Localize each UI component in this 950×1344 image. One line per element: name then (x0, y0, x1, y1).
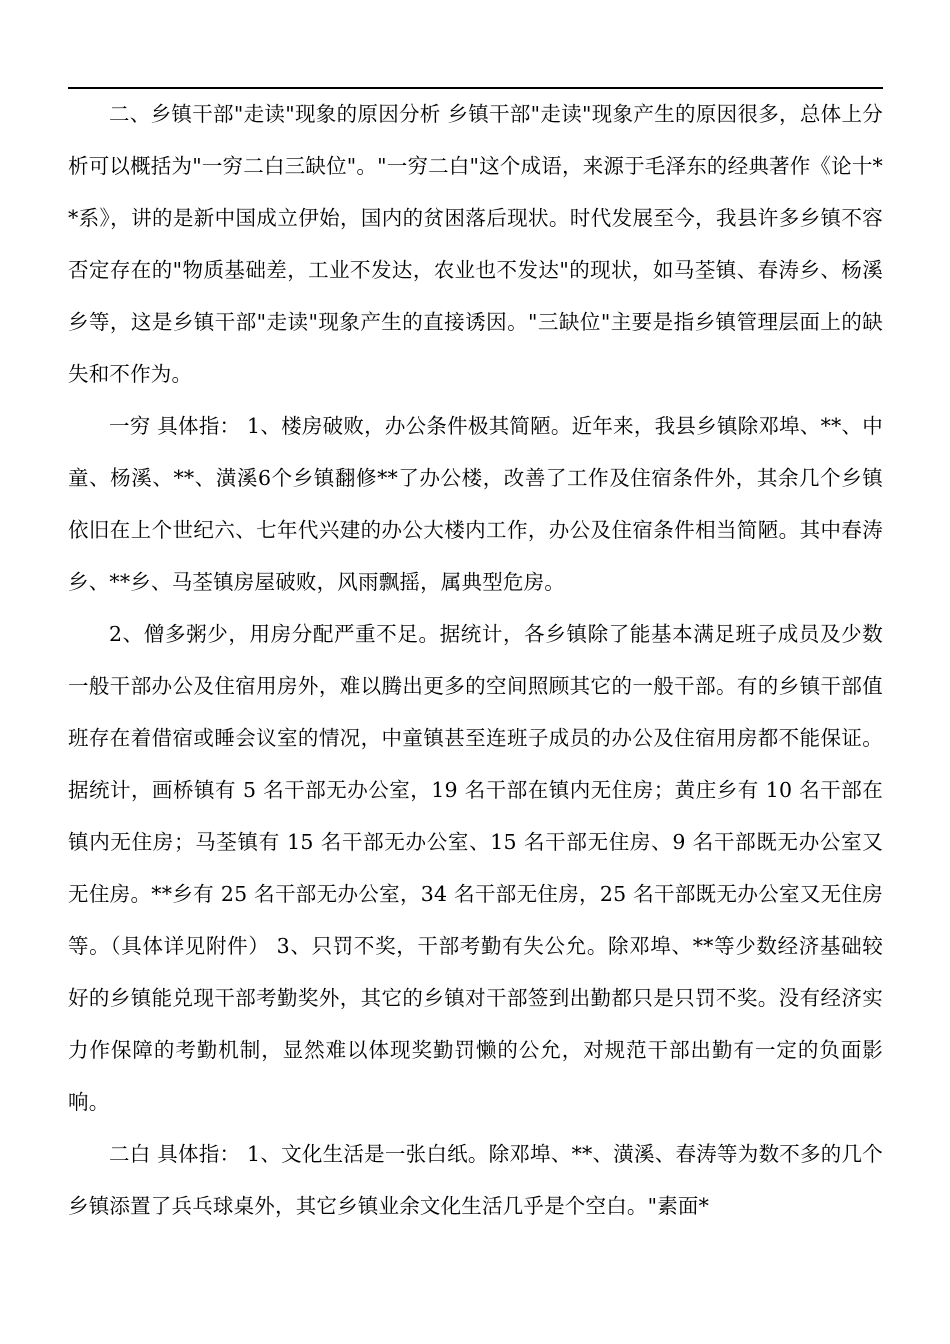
paragraph-cause-analysis: 二、乡镇干部"走读"现象的原因分析 乡镇干部"走读"现象产生的原因很多，总体上分析可以概括为"一穷二白三缺位"。"一穷二白"这个成语，来源于毛泽东的经典著作《论十**系》，讲的是新中国成立伊始，国内的贫困落后现状。时代发展至今，我县许多乡镇不容否定存在的"物质基础差，工业不发达，农业也不发达"的现状，如马荃镇、春涛乡、杨溪乡等，这是乡镇干部"走读"现象产生的直接诱因。"三缺位"主要是指乡镇管理层面上的缺失和不作为。 (68, 102, 883, 386)
paragraph-housing-shortage: 2、僧多粥少，用房分配严重不足。据统计，各乡镇除了能基本满足班子成员及少数一般干部办公及住宿用房外，难以腾出更多的空间照顾其它的一般干部。有的乡镇干部值班存在着借宿或睡会议室的情况，中童镇甚至连班子成员的办公及住宿用房都不能保证。据统计，画桥镇有 5 名干部无办公室，19 名干部在镇内无住房；黄庄乡有 10 名干部在镇内无住房；马荃镇有 15 名干部无办公室、15 名干部无住房、9 名干部既无办公室又无住房。**乡有 25 名干部无办公室，34 名干部无住房，25 名干部既无办公室又无住房等。（具体详见附件） 3、只罚不奖，干部考勤有失公允。除邓埠、**等少数经济基础较好的乡镇能兑现干部考勤奖外，其它的乡镇对干部签到出勤都只是只罚不奖。没有经济实力作保障的考勤机制，显然难以体现奖勤罚懒的公允，对规范干部出勤有一定的负面影响。 (68, 622, 883, 1114)
paragraph-er-bai: 二白 具体指： 1、文化生活是一张白纸。除邓埠、**、潢溪、春涛等为数不多的几个乡镇添置了兵乓球桌外，其它乡镇业余文化生活几乎是个空白。"素面* (68, 1142, 883, 1218)
paragraph-yi-qiong: 一穷 具体指： 1、楼房破败，办公条件极其简陋。近年来，我县乡镇除邓埠、**、中童、杨溪、**、潢溪6个乡镇翻修**了办公楼，改善了工作及住宿条件外，其余几个乡镇依旧在上个世纪六、七年代兴建的办公大楼内工作，办公及住宿条件相当简陋。其中春涛乡、**乡、马荃镇房屋破败，风雨飘摇，属典型危房。 (68, 414, 883, 594)
document-body (68, 88, 883, 1232)
